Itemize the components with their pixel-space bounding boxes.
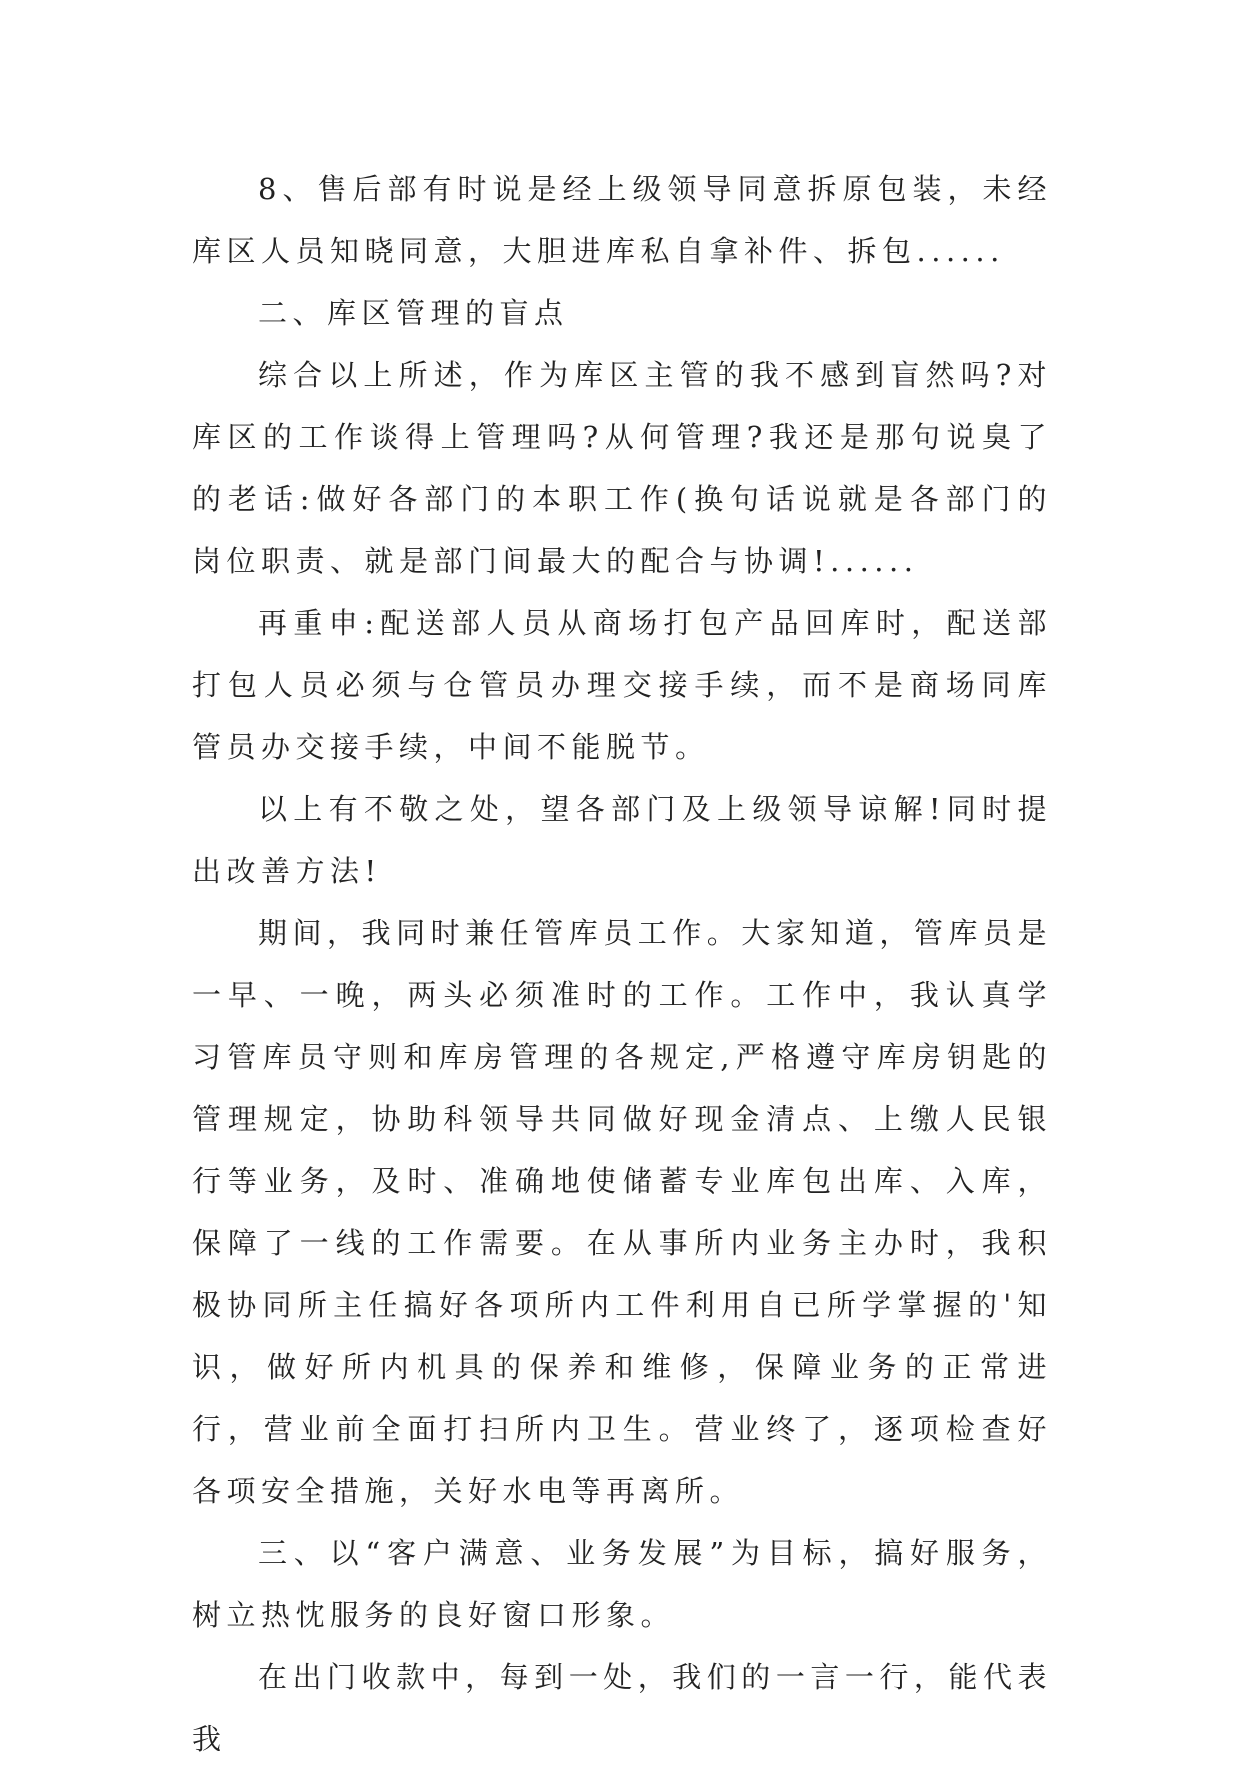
document-body: [192, 158, 1052, 1770]
paragraph-summary-management: 综合以上所述，作为库区主管的我不感到盲然吗?对库区的工作谈得上管理吗?从何管理?我还是那句说臭了的老话:做好各部门的本职工作(换句话说就是各部门的岗位职责、就是部门间最大的配合与协调!......: [192, 358, 1052, 578]
section-heading-blind-spots: 二、库区管理的盲点: [258, 296, 569, 330]
section-heading-customer-satisfaction: 三、以“客户满意、业务发展”为目标，搞好服务，树立热忱服务的良好窗口形象。: [192, 1536, 1052, 1632]
paragraph-collection-conduct: 在出门收款中，每到一处，我们的一言一行，能代表我: [192, 1660, 1052, 1756]
paragraph-unauthorized-unpacking: 8、售后部有时说是经上级领导同意拆原包装，未经库区人员知晓同意，大胆进库私自拿补件、拆包......: [192, 172, 1052, 268]
paragraph-reiterate-handover: 再重申:配送部人员从商场打包产品回库时，配送部打包人员必须与仓管员办理交接手续，而不是商场同库管员办交接手续，中间不能脱节。: [192, 606, 1052, 764]
paragraph-warehouse-keeper-duties: 期间，我同时兼任管库员工作。大家知道，管库员是一早、一晚，两头必须准时的工作。工作中，我认真学习管库员守则和库房管理的各规定,严格遵守库房钥匙的管理规定，协助科领导共同做好现金清点、上缴人民银行等业务，及时、准确地使储蓄专业库包出库、入库，保障了一线的工作需要。在从事所内业务主办时，我积极协同所主任搞好各项所内工件利用自已所学掌握的'知识，做好所内机具的保养和维修，保障业务的正常进行，营业前全面打扫所内卫生。营业终了，逐项检查好各项安全措施，关好水电等再离所。: [192, 916, 1052, 1508]
paragraph-apology: 以上有不敬之处，望各部门及上级领导谅解!同时提出改善方法!: [192, 792, 1052, 888]
